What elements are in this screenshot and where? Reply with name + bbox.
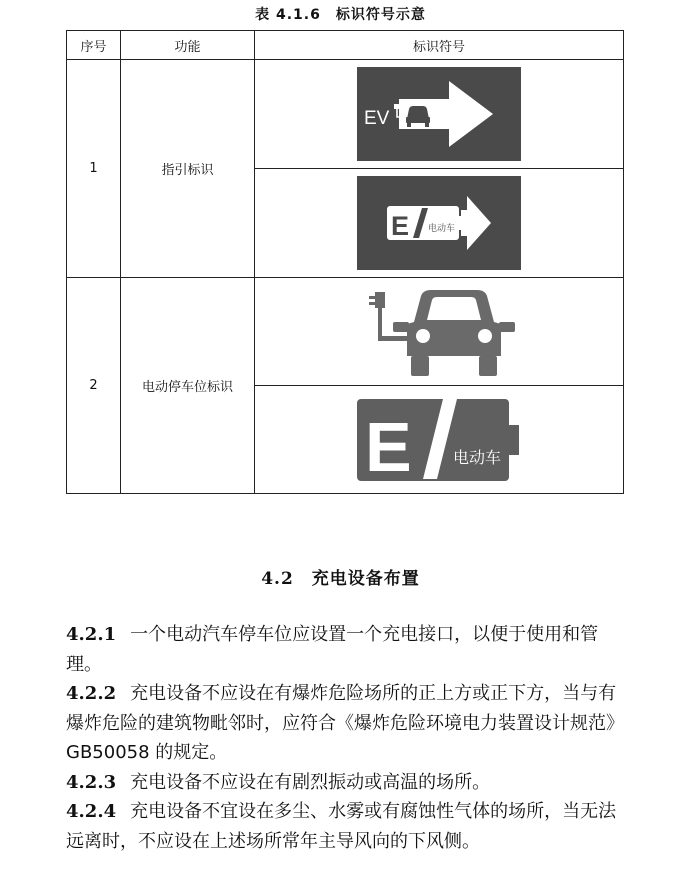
clause <box>66 620 626 679</box>
header-symbol: 标识符号 <box>255 31 624 60</box>
sign-table <box>66 30 624 494</box>
row-function: 指引标识 <box>121 60 255 278</box>
clause-list <box>66 620 626 856</box>
symbol-cell <box>255 60 624 169</box>
clause <box>66 768 626 798</box>
symbol-cell <box>255 169 624 278</box>
section-title <box>0 564 681 589</box>
table-row <box>67 60 624 169</box>
header-index: 序号 <box>67 31 121 60</box>
car-plug-icon <box>394 100 434 128</box>
ev-battery-icon <box>357 399 521 481</box>
row-function: 电动停车位标识 <box>121 278 255 494</box>
clause-number: 4.2.2 <box>66 683 117 704</box>
row-index: 1 <box>67 60 121 278</box>
clause-number: 4.2.1 <box>66 624 117 645</box>
badge-text: 电动车 <box>453 447 502 467</box>
badge-text: 电动车 <box>428 224 456 234</box>
symbol-cell <box>255 278 624 386</box>
ev-text: EV <box>364 108 390 129</box>
section-number: 4.2 <box>261 569 294 589</box>
row-index: 2 <box>67 278 121 494</box>
section-heading: 充电设备布置 <box>311 569 420 589</box>
table-caption: 表 4.1.6 标识符号示意 <box>255 7 426 23</box>
symbol-cell <box>255 386 624 494</box>
clause-number: 4.2.3 <box>66 771 117 793</box>
e-text: E <box>391 211 410 241</box>
clause-text: 充电设备不应设在有剧烈振动或高温的场所。 <box>130 771 491 793</box>
clause <box>66 797 626 856</box>
clause-text: 充电设备不应设在有爆炸危险场所的正上方或正下方，当与有爆炸危险的建筑物毗邻时，应符合《爆炸危险环境电力装置设计规范》GB50058 的规定。 <box>66 683 624 763</box>
table-header-row <box>67 31 624 60</box>
header-function: 功能 <box>121 31 255 60</box>
ev-battery-arrow-sign-icon <box>357 176 521 270</box>
car-charging-icon <box>357 282 521 382</box>
clause-number: 4.2.4 <box>66 801 117 822</box>
clause-text: 一个电动汽车停车位应设置一个充电接口，以便于使用和管理。 <box>66 624 599 675</box>
e-text: E <box>365 407 412 481</box>
ev-arrow-sign-icon <box>357 67 521 161</box>
table-row <box>67 278 624 386</box>
clause <box>66 679 626 768</box>
clause-text: 充电设备不宜设在多尘、水雾或有腐蚀性气体的场所，当无法远离时，不应设在上述场所常年主导风向的下风侧。 <box>66 801 617 852</box>
